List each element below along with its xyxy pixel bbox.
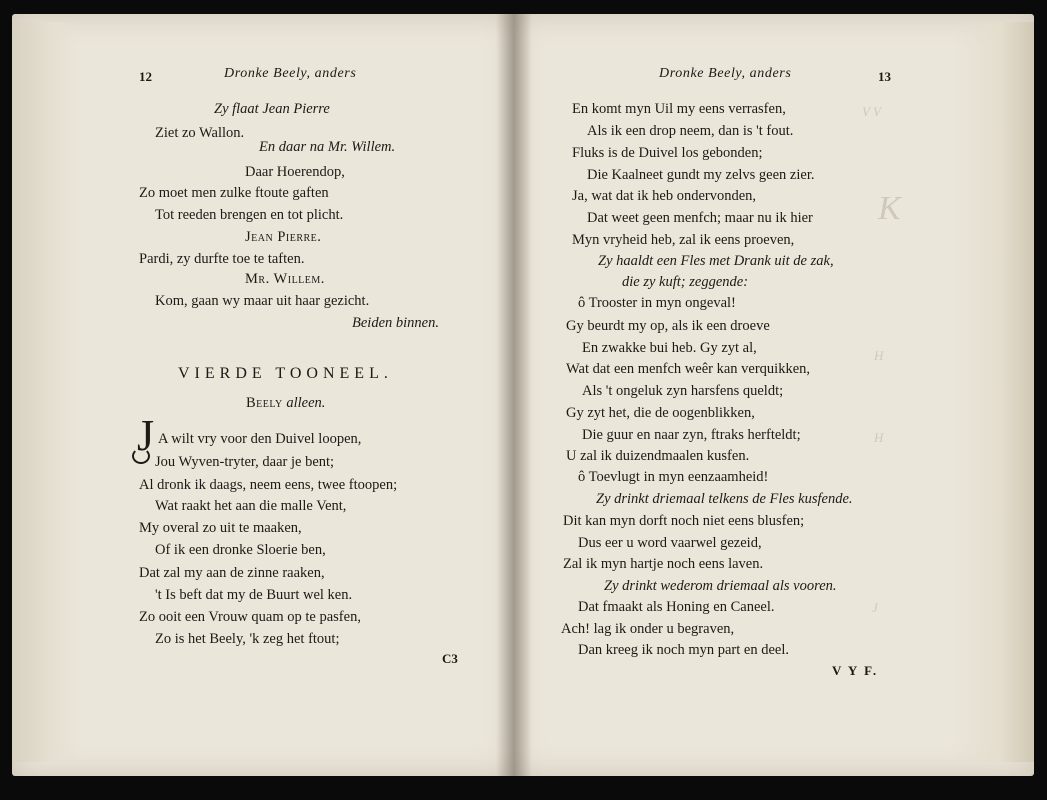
show-through: H (874, 430, 884, 445)
verse-line: Jou Wyven-tryter, daar je bent; (155, 454, 335, 470)
verse-line: Gy zyt het, die de oogenblikken, (566, 405, 755, 421)
verse-line: Zo ooit een Vrouw quam op te pasfen, (139, 609, 361, 625)
verse-line: Zal ik myn hartje noch eens laven. (563, 556, 764, 572)
verse-line: Al dronk ik daags, neem eens, twee ftoopen; (139, 477, 398, 493)
verse-line: En komt myn Uil my eens verrasfen, (572, 101, 786, 117)
verse-line: Als ik een drop neem, dan is 't fout. (587, 123, 794, 139)
stage-direction: Zy haaldt een Fles met Drank uit de zak, (598, 253, 834, 269)
verse-line: Dus eer u word vaarwel gezeid, (578, 535, 762, 551)
verse-line: Wat raakt het aan die malle Vent, (155, 498, 347, 514)
running-head: Dronke Beely, anders (224, 66, 357, 81)
verse-line: ô Toevlugt in myn eenzaamheid! (578, 469, 769, 485)
left-page-edge (12, 22, 82, 762)
verse-line: My overal zo uit te maaken, (139, 520, 302, 536)
page-number: 12 (139, 69, 152, 84)
scene-subtitle (246, 396, 325, 411)
drop-cap: J (137, 411, 155, 460)
verse-line: Ja, wat dat ik heb ondervonden, (572, 188, 757, 204)
verse-line: Als 't ongeluk zyn harsfens queldt; (582, 383, 784, 399)
stage-direction: die zy kuft; zeggende: (622, 274, 749, 290)
verse-line: Myn vryheid heb, zal ik eens proeven, (572, 232, 795, 248)
stage-direction: Zy drinkt driemaal telkens de Fles kusfende. (596, 491, 853, 507)
verse-line: Daar Hoerendop, (245, 164, 345, 180)
show-through: H (874, 348, 884, 363)
verse-line: Of ik een dronke Sloerie ben, (155, 542, 326, 558)
verse-line: Die Kaalneet gundt my zelvs geen zier. (587, 167, 815, 183)
verse-line: Gy beurdt my op, als ik een droeve (566, 318, 770, 334)
scene-title: VIERDE TOONEEL. (178, 365, 393, 382)
catchword: V Y F. (832, 663, 879, 678)
verse-line: Die guur en naar zyn, ftraks herfteldt; (582, 427, 801, 443)
verse-line: U zal ik duizendmaalen kusfen. (566, 448, 750, 464)
page-number: 13 (878, 69, 891, 84)
stage-direction: Zy flaat Jean Pierre (214, 101, 330, 117)
verse-line: ô Trooster in myn ongeval! (578, 295, 736, 311)
stage-direction: Zy drinkt wederom driemaal als vooren. (604, 578, 837, 594)
verse-line: 't Is beft dat my de Buurt wel ken. (155, 587, 353, 603)
verse-line: Kom, gaan wy maar uit haar gezicht. (155, 293, 370, 309)
verse-line: Tot reeden brengen en tot plicht. (155, 207, 344, 223)
scene-subtitle-rest: alleen. (286, 395, 326, 411)
verse-line: Ziet zo Wallon. (155, 125, 245, 141)
speaker-name: Jean Pierre. (245, 229, 322, 245)
show-through: K (878, 190, 901, 227)
signature-mark: C3 (442, 651, 458, 666)
verse-line: Dat weet geen menfch; maar nu ik hier (587, 210, 813, 226)
verse-line: Dan kreeg ik noch myn part en deel. (578, 642, 789, 658)
right-page-edge (950, 22, 1034, 762)
verse-line: Fluks is de Duivel los gebonden; (572, 145, 763, 161)
verse-line: Dat fmaakt als Honing en Caneel. (578, 599, 775, 615)
verse-line: Ach! lag ik onder u begraven, (561, 621, 735, 637)
verse-line: Pardi, zy durfte toe te taften. (139, 251, 305, 267)
verse-line: Dit kan myn dorft noch niet eens blusfen; (563, 513, 805, 529)
verse-line: En zwakke bui heb. Gy zyt al, (582, 340, 757, 356)
show-through: J (872, 600, 878, 615)
verse-line: Zo is het Beely, 'k zeg het ftout; (155, 631, 340, 647)
drop-cap-flourish (132, 448, 150, 464)
verse-line: Dat zal my aan de zinne raaken, (139, 565, 325, 581)
stage-direction: En daar na Mr. Willem. (259, 139, 396, 155)
running-head: Dronke Beely, anders (659, 66, 792, 81)
scene-subtitle-name: Beely (246, 395, 283, 411)
speaker-name: Mr. Willem. (245, 271, 325, 287)
verse-line: A wilt vry voor den Duivel loopen, (158, 431, 362, 447)
verse-line: Wat dat een menfch weêr kan verquikken, (566, 361, 811, 377)
stage-direction: Beiden binnen. (352, 315, 439, 331)
verse-line: Zo moet men zulke ftoute gaften (139, 185, 329, 201)
show-through: V V (862, 104, 881, 119)
